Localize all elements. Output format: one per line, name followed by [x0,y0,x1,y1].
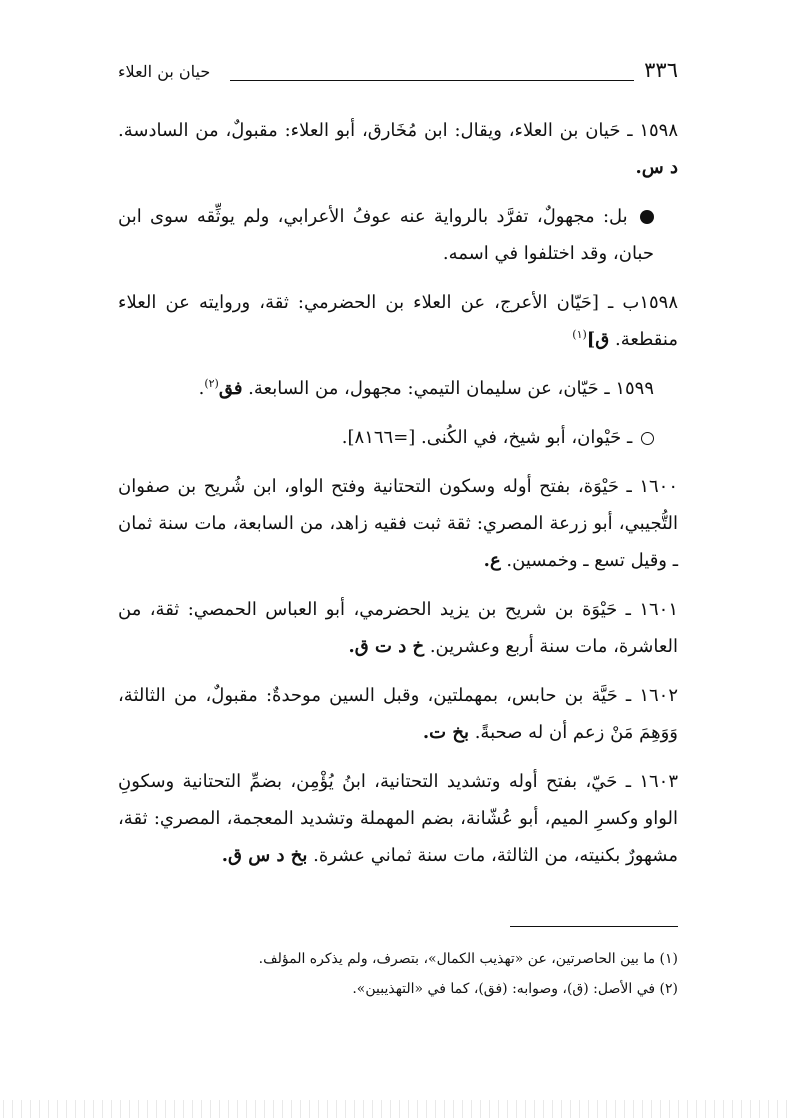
entry-1603 [118,763,678,874]
entry-code: د س. [635,157,678,178]
entry-code: خ د ت ق. [348,636,425,657]
entry-code: بخ ت. [422,722,469,743]
page-header [118,58,678,92]
entry-text: ١٦٠٣ ـ حَيّ، بفتح أوله وتشديد التحتانية، ابنُ يُؤْمِن، بضمِّ التحتانية وسكونِ الواو وكسرِ الميم، أبو عُشّانة، بضم المهملة وتشديد المعجمة، المصري: ثقة، مشهورٌ بكنيته، من الثالثة، مات سنة ثماني عشرة. [118,771,678,866]
entry-comment [118,198,678,272]
entry-text: ١٦٠١ ـ حَيْوَة بن شريح بن يزيد الحضرمي، أبو العباس الحمصي: ثقة، من العاشرة، مات سنة أربع وعشرين. [118,599,678,657]
entry-1599 [118,370,678,407]
open-circle-icon [641,432,654,445]
entry-code: ع. [483,550,501,571]
page-number: ٣٣٦ [644,58,678,82]
filled-circle-icon [640,210,654,224]
footnote-1: (١) ما بين الحاصرتين، عن «تهذيب الكمال»، بتصرف، ولم يذكره المؤلف. [258,951,678,967]
header-rule [230,80,634,81]
main-text [118,112,678,886]
entry-1602 [118,677,678,751]
footnote-rule [510,926,678,927]
entry-text: ١٥٩٩ ـ حَيّان، عن سليمان التيمي: مجهول، من السابعة. [242,378,654,399]
entry-text: ـ حَيْوان، أبو شيخ، في الكُنى. [=٨١٦٦]. [341,427,633,448]
entry-text: ١٥٩٨ب ـ [حَيّان الأعرج، عن العلاء بن الحضرمي: ثقة، وروايته عن العلاء منقطعة. [118,292,678,350]
entry-1598 [118,112,678,186]
entry-code: فق [218,378,243,399]
entry-cross-ref [118,419,678,456]
entry-text: ١٦٠٢ ـ حَيَّة بن حابس، بمهملتين، وقبل السين موحدةٌ: مقبولٌ، من الثالثة، وَوَهِمَ مَنْ زعم أن له صحبةً. [118,685,678,743]
footnotes [118,944,678,1004]
entry-1598b [118,284,678,358]
footnote-2: (٢) في الأصل: (ق)، وصوابه: (فق)، كما في «التهذيبين». [352,981,678,997]
entry-text: ١٦٠٠ ـ حَيْوَة، بفتح أوله وسكون التحتانية وفتح الواو، ابن شُريح بن صفوان التُّجيبي، أبو زرعة المصري: ثقة ثبت فقيه زاهد، من السابعة، مات سنة ثمان ـ وقيل تسع ـ وخمسين. [118,476,678,571]
running-title: حيان بن العلاء [118,62,211,81]
footnote-ref[interactable]: (٢) [204,377,219,390]
page-bottom-edge [0,1100,790,1118]
entry-text: بل: مجهولٌ، تفرَّد بالرواية عنه عوفُ الأعرابي، ولم يوثِّقه سوى ابن حبان، وقد اختلفوا في اسمه. [118,206,654,264]
footnote-ref[interactable]: (١) [572,328,587,341]
entry-tail: . [198,378,205,399]
entry-1601 [118,591,678,665]
entry-1600 [118,468,678,579]
entry-code: بخ د س ق. [221,845,308,866]
entry-code: ق] [586,329,610,350]
entry-text: ١٥٩٨ ـ حَيان بن العلاء، ويقال: ابن مُخَارق، أبو العلاء: مقبولٌ، من السادسة. [118,120,678,141]
